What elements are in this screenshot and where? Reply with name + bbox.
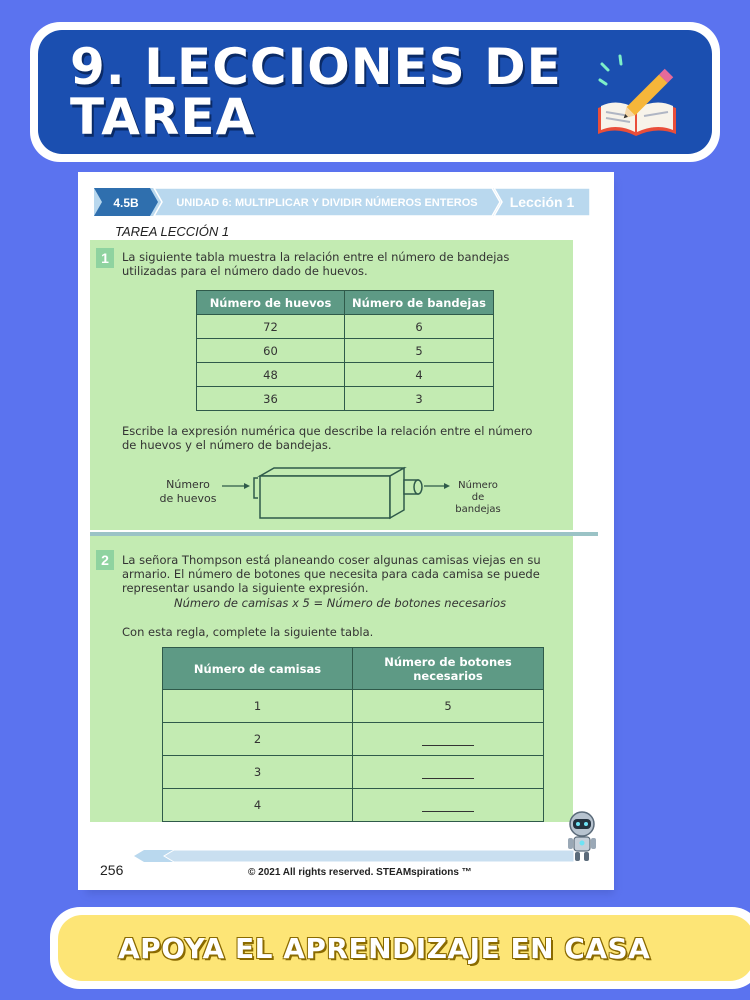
copyright-text: © 2021 All rights reserved. STEAMspirations ™ [248, 867, 472, 878]
table-row [163, 690, 544, 723]
eggs-trays-table [196, 290, 494, 411]
header-code: 4.5B [113, 196, 139, 210]
title-banner [30, 22, 720, 162]
header-unit: UNIDAD 6: MULTIPLICAR Y DIVIDIR NÚMEROS ENTEROS [176, 197, 478, 209]
answer-blank[interactable] [422, 732, 474, 746]
bottom-banner-inner [58, 915, 750, 981]
table-header-row [163, 648, 544, 690]
table-cell: 36 [197, 387, 345, 411]
bottom-banner [50, 907, 750, 989]
answer-cell[interactable] [353, 723, 544, 756]
machine-side [390, 468, 404, 518]
worksheet-page [78, 172, 614, 890]
question-2-expression: Número de camisas x 5 = Número de botones necesarios [174, 596, 507, 610]
answer-cell[interactable] [353, 756, 544, 789]
lesson-header-bar [94, 188, 590, 216]
table-row [163, 723, 544, 756]
question-1-number: 1 [96, 248, 114, 268]
question-2-intro-line-1: La señora Thompson está planeando coser algunas camisas viejas en su [122, 553, 541, 567]
title-line-2: TAREA [70, 88, 256, 146]
table-header-row [197, 291, 494, 315]
table-cell: 5 [353, 690, 544, 723]
table-cell: 4 [163, 789, 353, 822]
header-trays: Número de bandejas [345, 291, 494, 315]
page-number: 256 [100, 862, 124, 878]
machine-output-cap [414, 480, 422, 494]
function-machine-diagram [148, 464, 508, 526]
header-lesson: Lección 1 [509, 194, 575, 210]
question-2-rule: Con esta regla, complete la siguiente tabla. [122, 625, 374, 639]
table-cell: 3 [163, 756, 353, 789]
footer-bar [134, 848, 574, 864]
table-row [197, 387, 494, 411]
table-cell: 2 [163, 723, 353, 756]
output-label-line-1: Número [458, 480, 498, 491]
output-arrow-head [444, 483, 450, 489]
table-cell: 3 [345, 387, 494, 411]
table-row [163, 789, 544, 822]
tarea-label: TAREA LECCIÓN 1 [115, 224, 230, 239]
question-1-intro-line-2: utilizadas para el número dado de huevos. [122, 264, 368, 278]
input-label-line-1: Número [166, 478, 210, 491]
shirts-buttons-table [162, 647, 544, 822]
machine-front [260, 476, 390, 518]
question-1-prompt-line-2: de huevos y el número de bandejas. [122, 438, 332, 452]
title-line-1: 9. LECCIONES DE [70, 38, 562, 96]
header-buttons-line-1: Número de botones [384, 654, 512, 669]
table-row [197, 315, 494, 339]
machine-top [260, 468, 404, 476]
header-buttons [353, 648, 544, 690]
input-label-line-2: de huevos [159, 492, 217, 505]
question-2-number: 2 [96, 550, 114, 570]
question-2-intro [122, 553, 541, 595]
table-cell: 72 [197, 315, 345, 339]
header-eggs: Número de huevos [197, 291, 345, 315]
table-cell: 4 [345, 363, 494, 387]
table-cell: 60 [197, 339, 345, 363]
header-shirts: Número de camisas [163, 648, 353, 690]
question-2-intro-line-2: armario. El número de botones que necesita para cada camisa se puede [122, 567, 540, 581]
table-cell: 5 [345, 339, 494, 363]
machine-input-cap [254, 478, 258, 498]
table-row [163, 756, 544, 789]
answer-cell[interactable] [353, 789, 544, 822]
question-1-prompt [122, 424, 532, 452]
book-pencil-icon [592, 50, 682, 140]
table-row [197, 339, 494, 363]
answer-blank[interactable] [422, 765, 474, 779]
title-banner-inner [38, 30, 712, 154]
answer-blank[interactable] [422, 798, 474, 812]
output-label-line-3: bandejas [455, 504, 501, 515]
table-cell: 6 [345, 315, 494, 339]
output-label-line-2: de [471, 492, 485, 503]
question-1-intro [122, 250, 509, 278]
input-arrow-head [244, 483, 250, 489]
bottom-banner-text: APOYA EL APRENDIZAJE EN CASA [118, 931, 651, 965]
header-buttons-line-2: necesarios [413, 668, 483, 683]
question-1-intro-line-1: La siguiente tabla muestra la relación entre el número de bandejas [122, 250, 510, 264]
table-cell: 1 [163, 690, 353, 723]
question-1-prompt-line-1: Escribe la expresión numérica que describe la relación entre el número [122, 424, 533, 438]
table-row [197, 363, 494, 387]
table-cell: 48 [197, 363, 345, 387]
question-2-intro-line-3: representar usando la siguiente expresión. [122, 581, 369, 595]
